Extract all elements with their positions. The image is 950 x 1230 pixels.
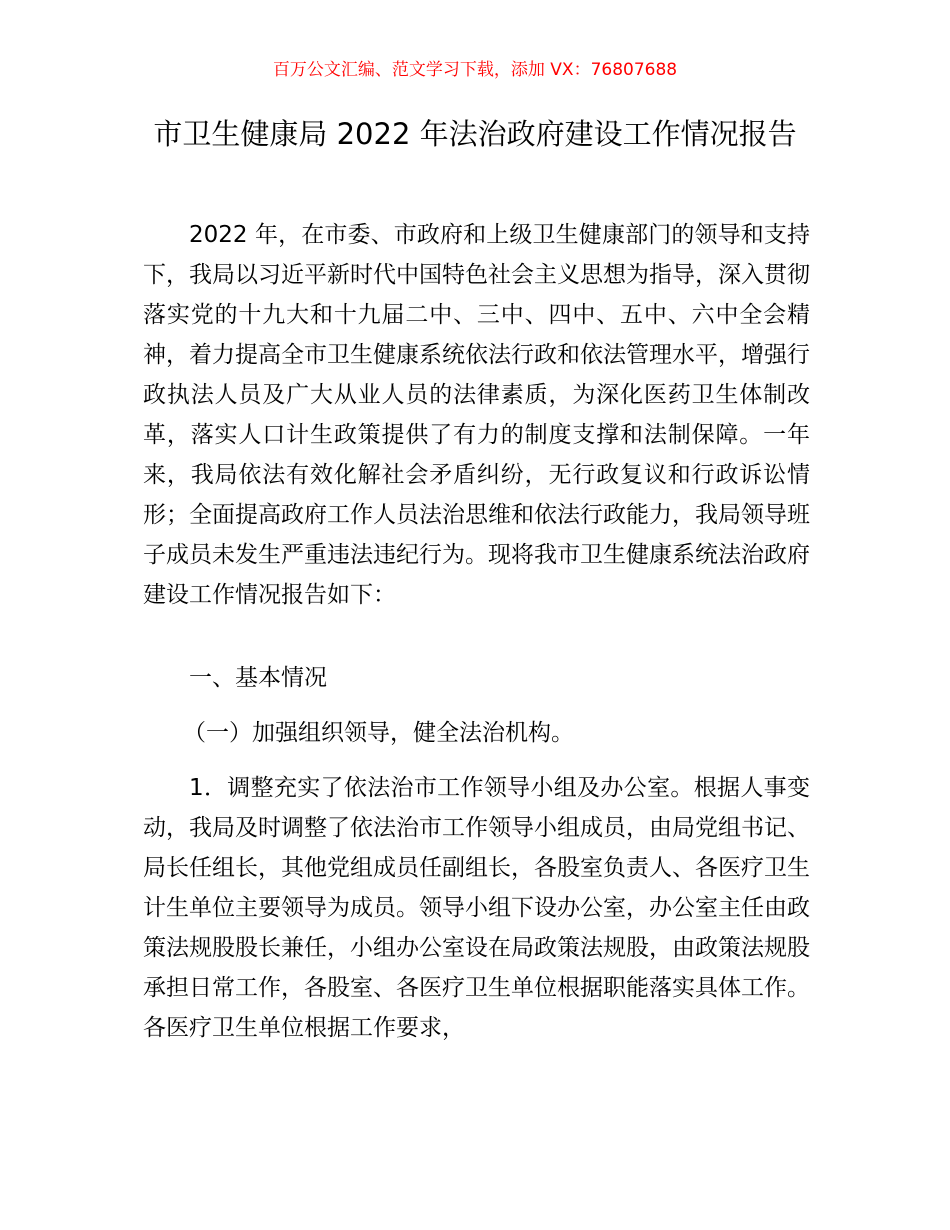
subsection-heading-block [143,713,810,753]
intro-paragraph-block [143,215,810,615]
section-heading-block [143,658,810,698]
item-paragraph: 1．调整充实了依法治市工作领导小组及办公室。根据人事变动，我局及时调整了依法治市工作领导小组成员，由局党组书记、局长任组长，其他党组成员任副组长，各股室负责人、各医疗卫生计生单位主要领导为成员。领导小组下设办公室，办公室主任由政策法规股股长兼任，小组办公室设在局政策法规股，由政策法规股承担日常工作，各股室、各医疗卫生单位根据职能落实具体工作。各医疗卫生单位根据工作要求， [143,775,810,1041]
item-paragraph-block [143,768,810,1048]
document-title: 市卫生健康局 2022 年法治政府建设工作情况报告 [153,117,797,151]
promo-header: 百万公文汇编、范文学习下载，添加 VX：76807688 [272,60,678,80]
intro-paragraph: 2022 年，在市委、市政府和上级卫生健康部门的领导和支持下，我局以习近平新时代中国特色社会主义思想为指导，深入贯彻落实党的十九大和十九届二中、三中、四中、五中、六中全会精神，着力提高全市卫生健康系统依法行政和依法管理水平，增强行政执法人员及广大从业人员的法律素质，为深化医药卫生体制改革，落实人口计生政策提供了有力的制度支撑和法制保障。一年来，我局依法有效化解社会矛盾纠纷，无行政复议和行政诉讼情形；全面提高政府工作人员法治思维和依法行政能力，我局领导班子成员未发生严重违法违纪行为。现将我市卫生健康系统法治政府建设工作情况报告如下： [143,222,810,608]
subsection-heading: （一）加强组织领导，健全法治机构。 [183,720,574,746]
section-heading: 一、基本情况 [189,665,327,691]
